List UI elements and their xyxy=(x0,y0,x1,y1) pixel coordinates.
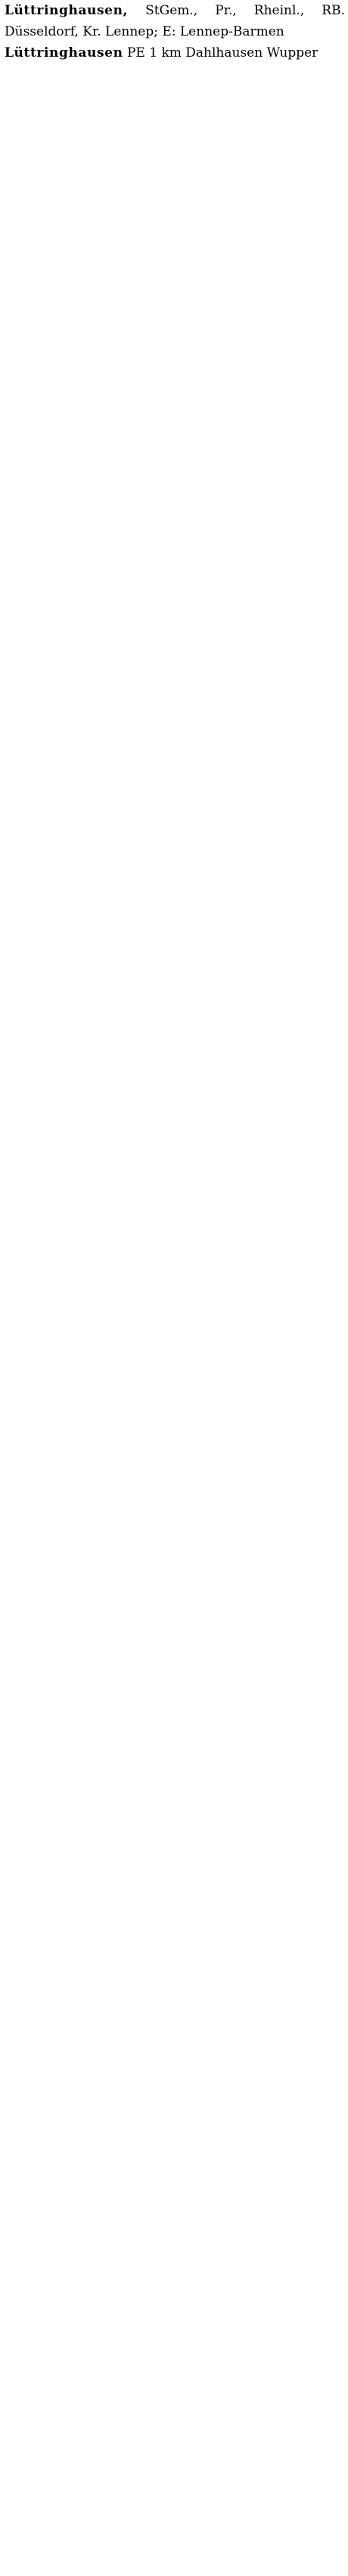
gazetteer-entry xyxy=(5,42,345,63)
entry-headword: Lüttringhausen xyxy=(5,45,123,61)
gazetteer-entry xyxy=(5,0,345,42)
entry-headword: Lüttringhausen, xyxy=(5,3,129,18)
dictionary-page xyxy=(0,0,348,64)
entry-body: PE 1 km Dahlhausen Wupper xyxy=(126,45,318,61)
entry-body: StGem., Pr., Rheinl., RB. Düsseldorf, Kr. Lennep; E: Lennep-Barmen xyxy=(5,3,345,40)
